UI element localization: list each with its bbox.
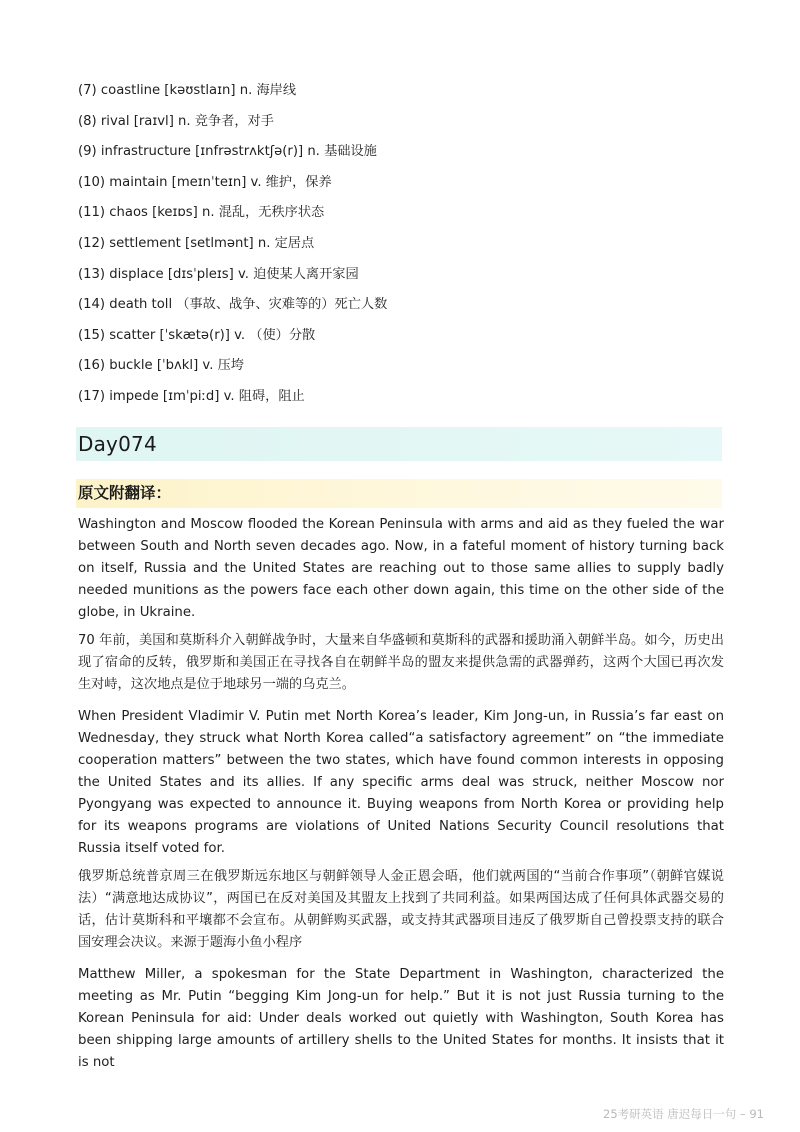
vocab-item-13: (13) displace [dɪsˈpleɪs] v. 迫使某人离开家园	[78, 266, 359, 282]
vocab-item-16: (16) buckle [ˈbʌkl] v. 压垮	[78, 358, 244, 374]
vocab-item-8: (8) rival [raɪvl] n. 竞争者，对手	[78, 113, 274, 129]
vocab-item-11: (11) chaos [keɪɒs] n. 混乱，无秩序状态	[78, 205, 325, 221]
chinese-translation-1: 70 年前，美国和莫斯科介入朝鲜战争时，大量来自华盛顿和莫斯科的武器和援助涌入朝鲜半岛。如今，历史出现了宿命的反转，俄罗斯和美国正在寻找各自在朝鲜半岛的盟友来提供急需的武器弹药，这两个大国已再次发生对峙，这次地点是位于地球另一端的乌克兰。	[78, 633, 724, 692]
vocab-item-7: (7) coastline [kəʊstlaɪn] n. 海岸线	[78, 83, 297, 98]
vocab-item-12: (12) settlement [setlmənt] n. 定居点	[78, 235, 315, 251]
english-paragraph-2: When President Vladimir V. Putin met North Korea’s leader, Kim Jong-un, in Russia’s far east on Wednesday, they struck what North Korea called“a satisfactory agreement” on “the immediate cooperation matters” between the two states, which have found common interests in opposing the United States and its allies. If any specific arms deal was struck, neither Moscow nor Pyongyang was expected to announce it. Buying weapons from North Korea or providing help for its weapons programs are violations of United Nations Security Council resolutions that Russia itself voted for.	[78, 709, 724, 856]
vocab-item-17: (17) impede [ɪmˈpiːd] v. 阻碍，阻止	[78, 388, 305, 404]
vocab-item-15: (15) scatter [ˈskætə(r)] v. （使）分散	[78, 327, 316, 343]
vocab-item-10: (10) maintain [meɪnˈteɪn] v. 维护，保养	[78, 174, 332, 190]
english-paragraph-1: Washington and Moscow flooded the Korean Peninsula with arms and aid as they fueled the war between South and North seven decades ago. Now, in a fateful moment of history turning back on itself, Russia and the United States are reaching out to those same allies to supply badly needed munitions as the powers face each other down again, this time on the other side of the globe, in Ukraine.	[78, 517, 724, 620]
section-title: 原文附翻译：	[78, 484, 172, 502]
section-heading-banner	[76, 479, 722, 508]
vocab-item-9: (9) infrastructure [ɪnfrəstrʌktʃə(r)] n. 基础设施	[78, 144, 377, 160]
vocabulary-list	[78, 80, 738, 417]
chinese-translation-2: 俄罗斯总统普京周三在俄罗斯远东地区与朝鲜领导人金正恩会晤，他们就两国的“当前合作事项”（朝鲜官媒说法）“满意地达成协议”，两国已在反对美国及其盟友上找到了共同利益。如果两国达成了任何具体武器交易的话，估计莫斯科和平壤都不会宣布。从朝鲜购买武器，或支持其武器项目违反了俄罗斯自己曾投票支持的联合国安理会决议。来源于题海小鱼小程序	[78, 869, 724, 950]
english-paragraph-3: Matthew Miller, a spokesman for the State Department in Washington, characterized the meeting as Mr. Putin “begging Kim Jong-un for help.” But it is not just Russia turning to the Korean Peninsula for aid: Under deals worked out quietly with Washington, South Korea has been shipping large amounts of artillery shells to the United States for months. It insists that it is not	[78, 967, 724, 1070]
day-heading-banner	[76, 427, 722, 461]
vocab-item-14: (14) death toll （事故、战争、灾难等的）死亡人数	[78, 297, 388, 313]
day-title: Day074	[78, 432, 157, 456]
page-footer: 25考研英语 唐迟每日一句 – 91	[603, 1107, 764, 1121]
